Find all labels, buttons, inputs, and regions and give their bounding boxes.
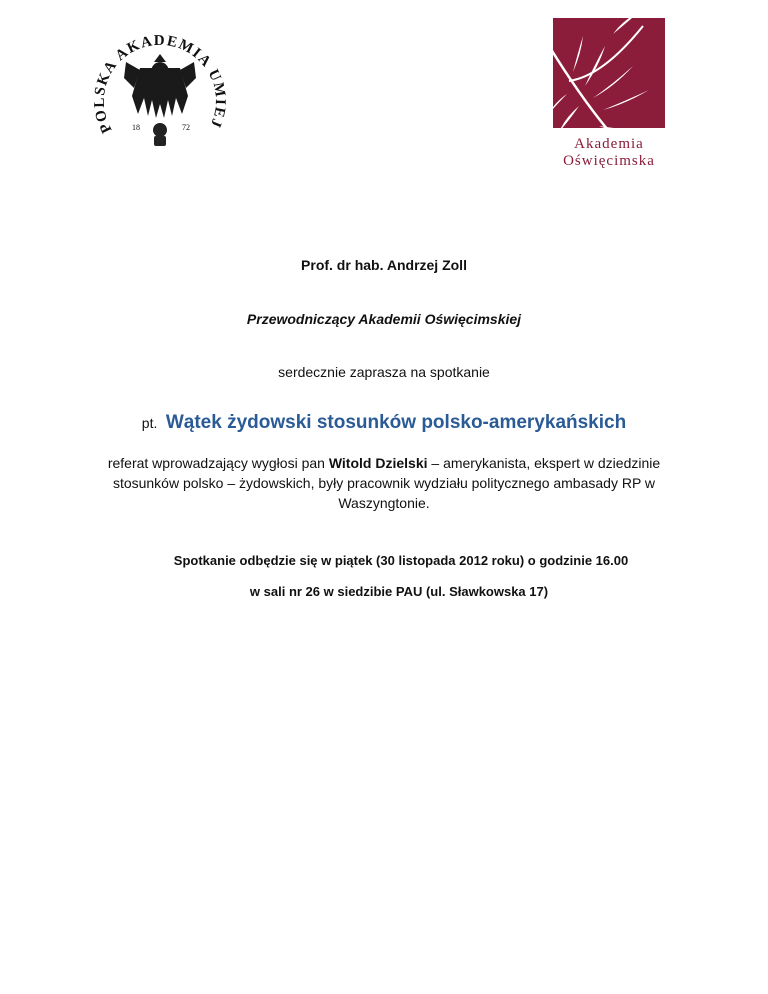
speaker-name: Witold Dzielski: [328, 455, 428, 471]
pau-seal-logo: [88, 18, 232, 162]
seal-icon: [88, 18, 232, 162]
intro-before-name: referat wprowadzający wygłosi pan: [107, 455, 329, 471]
svg-text:72: 72: [182, 123, 190, 132]
invite-text: serdecznie zaprasza na spotkanie: [278, 364, 490, 380]
topic-line: [0, 412, 768, 434]
akademia-oswiecimska-logo: [543, 6, 673, 168]
branch-logo-icon: [543, 6, 673, 168]
sender-name: Prof. dr hab. Andrzej Zoll: [301, 257, 467, 273]
topic-title: Wątek żydowski stosunków polsko-amerykańskich: [165, 412, 627, 433]
seal-ring-text: POLSKA AKADEMIA UMIEJ: [91, 32, 229, 136]
svg-text:18: 18: [132, 123, 140, 132]
date-line: Spotkanie odbędzie się w piątek (30 listopada 2012 roku) o godzinie 16.00: [173, 553, 629, 568]
sender-role: Przewodniczący Akademii Oświęcimskiej: [246, 311, 522, 327]
intro-after-name: – amerykanista, ekspert w dziedzinie stosunków polsko – żydowskich, były pracownik wydziału politycznego ambasady RP w Waszyngtonie.: [112, 455, 661, 511]
logo-caption-line1: Akademia: [574, 136, 644, 152]
topic-prefix: pt.: [141, 415, 158, 431]
logo-caption-line2: Oświęcimska: [563, 153, 655, 168]
speaker-paragraph: [76, 453, 692, 513]
place-line: w sali nr 26 w siedzibie PAU (ul. Sławkowska 17): [249, 584, 549, 599]
